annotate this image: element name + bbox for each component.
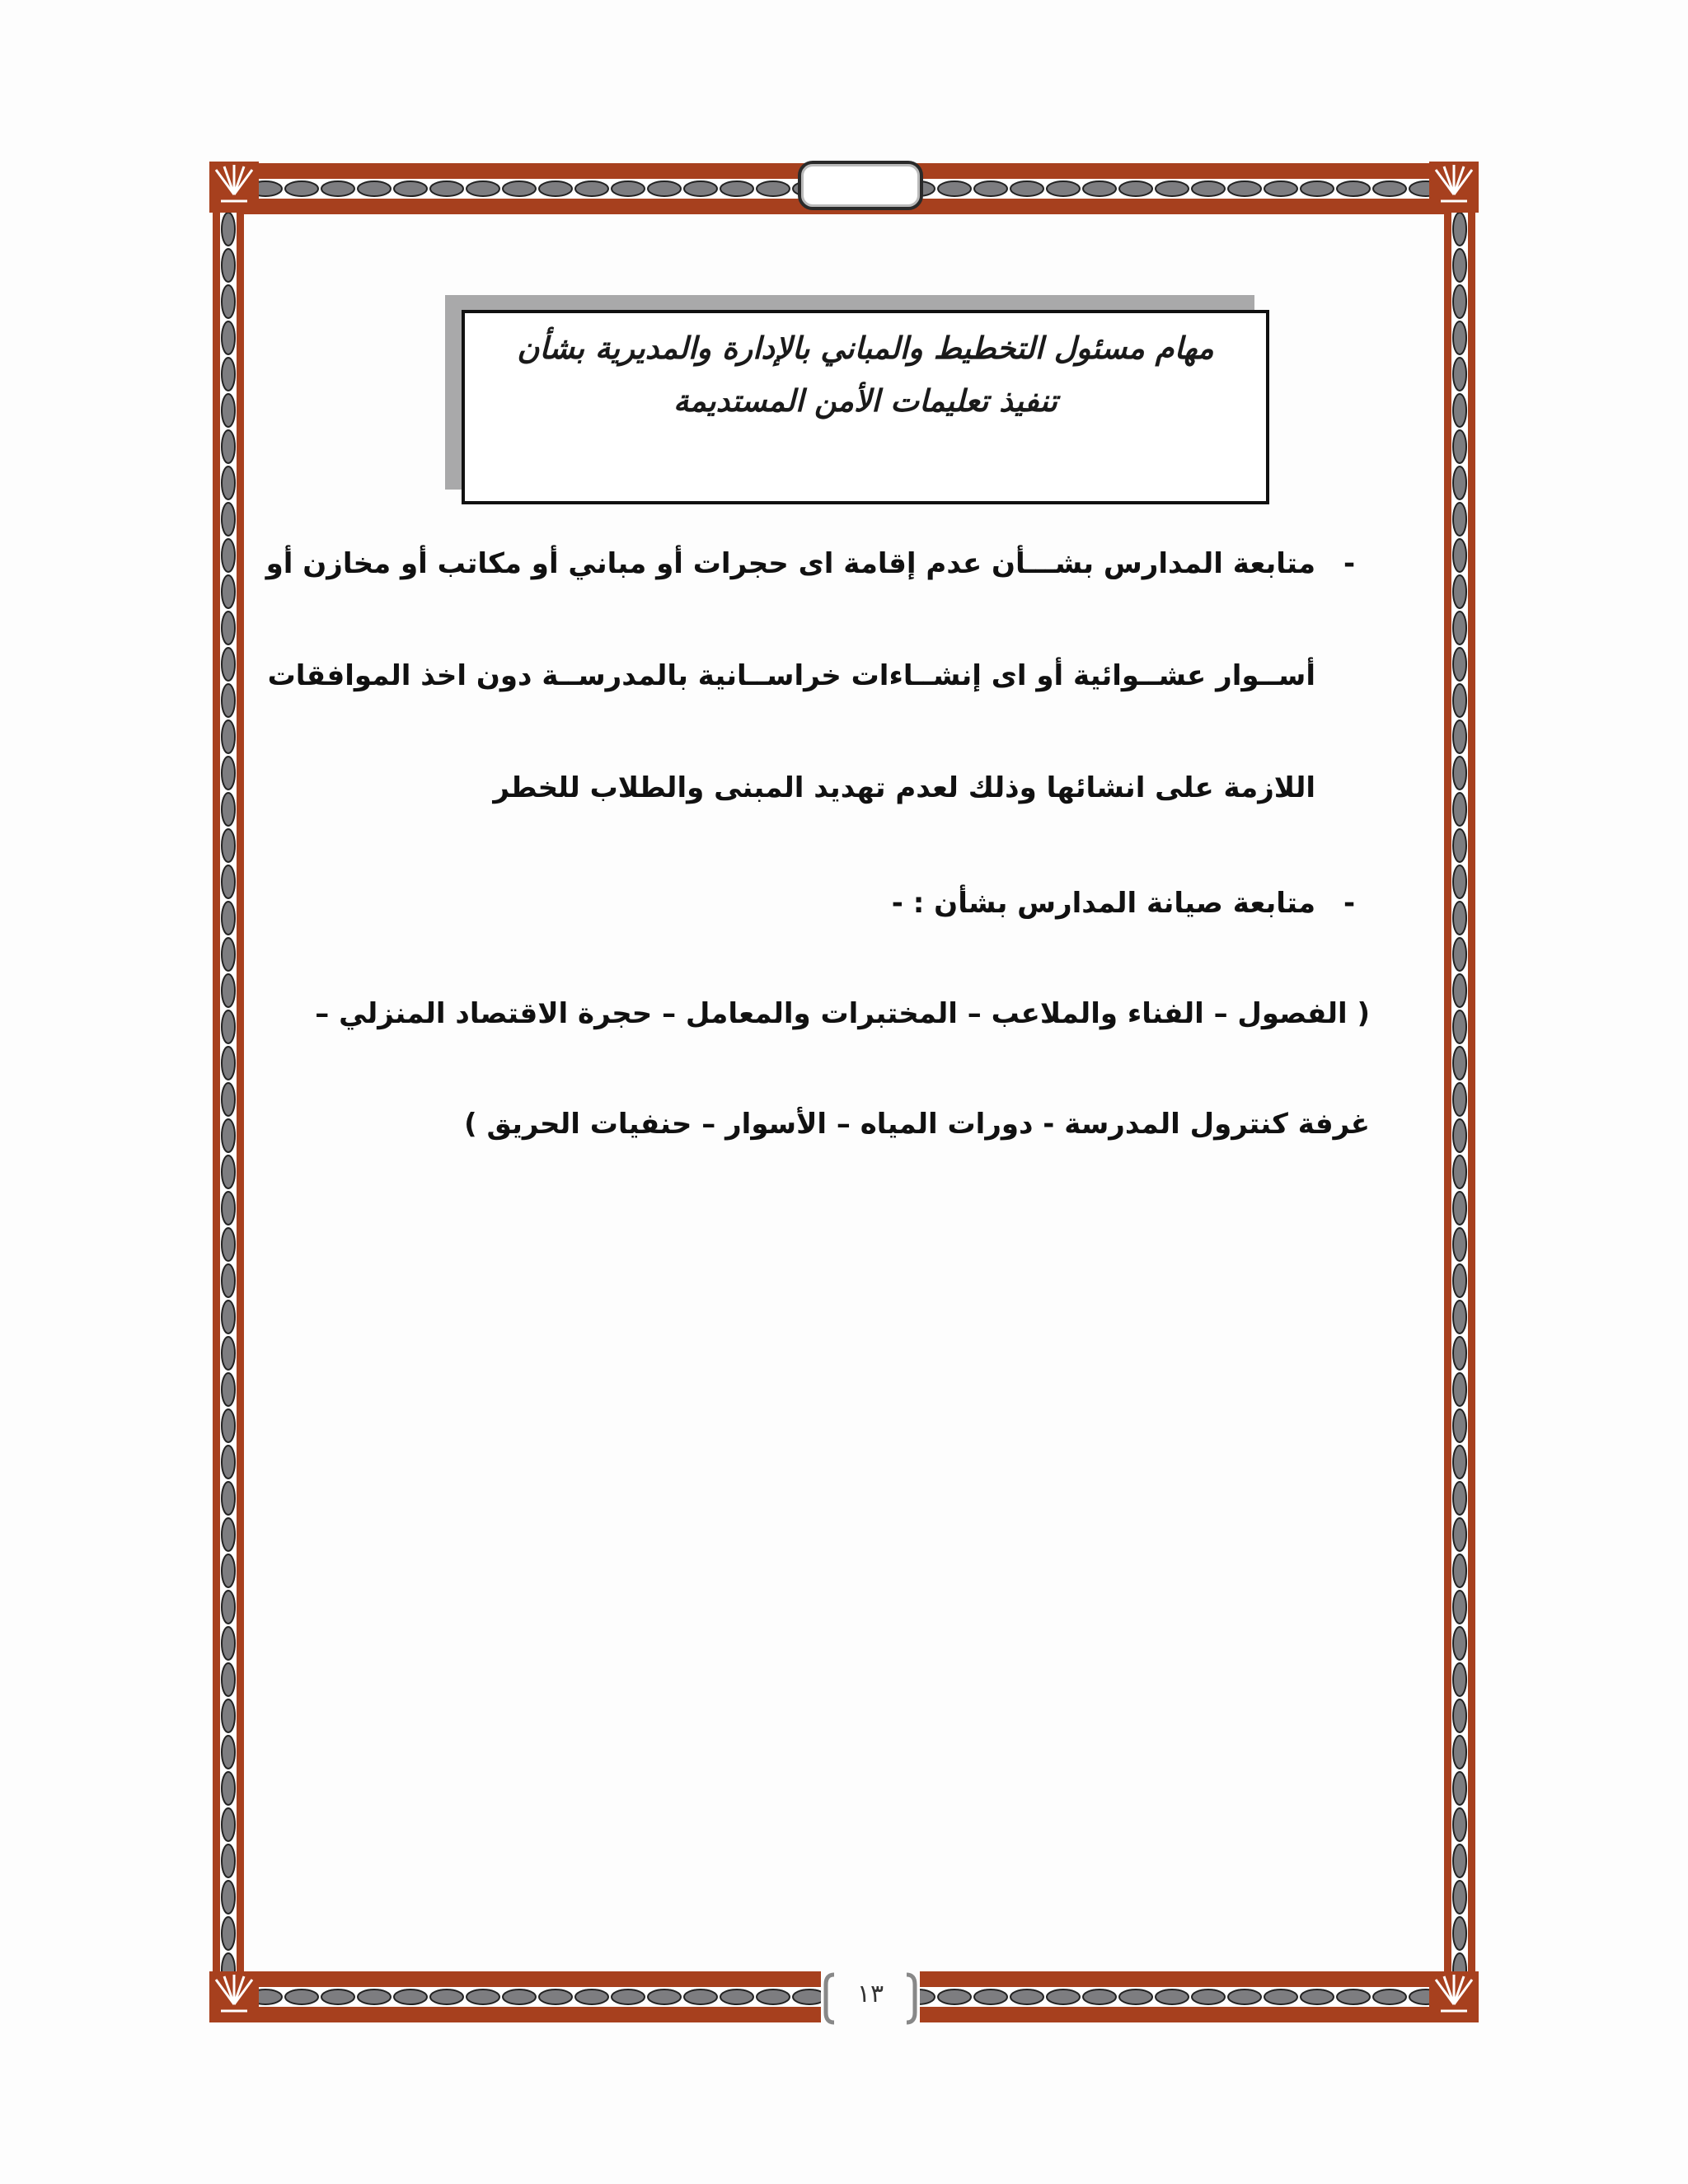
corner-ornament-bottom-left [209, 1971, 259, 2022]
frame-left-border [213, 213, 244, 1973]
paragraph1-line-2: أســوار عشــوائية أو اى إنشــاءات خراســانية بالمدرســة دون اخذ الموافقات [267, 659, 1315, 692]
corner-ornament-bottom-right [1429, 1971, 1479, 2022]
title-line-1: مهام مسئول التخطيط والمباني بالإدارة والمديرية بشأن [517, 330, 1214, 366]
corner-ornament-top-right [1429, 162, 1479, 213]
bullet-dash-1: - [1343, 547, 1356, 580]
list-line-1: ( الفصول – الفناء والملاعب – المختبرات والمعامل – حجرة الاقتصاد المنزلي – [315, 997, 1370, 1030]
page-number: ١٣ [856, 1980, 884, 2008]
frame-right-border [1444, 213, 1475, 1973]
title-box [462, 310, 1269, 504]
top-frame-plaque [798, 161, 923, 210]
page-number-box [821, 1970, 920, 2027]
paragraph1-line-3: اللازمة على انشائها وذلك لعدم تهديد المبنى والطلاب للخطر [493, 771, 1315, 804]
bullet-dash-2: - [1343, 887, 1356, 920]
paragraph2-line-1: متابعة صيانة المدارس بشأن : - [891, 887, 1315, 920]
paragraph1-line-1: متابعة المدارس بشـــأن عدم إقامة اى حجرات أو مباني أو مكاتب أو مخازن أو [265, 547, 1315, 580]
corner-ornament-top-left [209, 162, 259, 213]
list-line-2: غرفة كنترول المدرسة - دورات المياه – الأسوار – حنفيات الحريق ) [464, 1108, 1370, 1141]
title-line-2: تنفيذ تعليمات الأمن المستديمة [673, 382, 1057, 419]
